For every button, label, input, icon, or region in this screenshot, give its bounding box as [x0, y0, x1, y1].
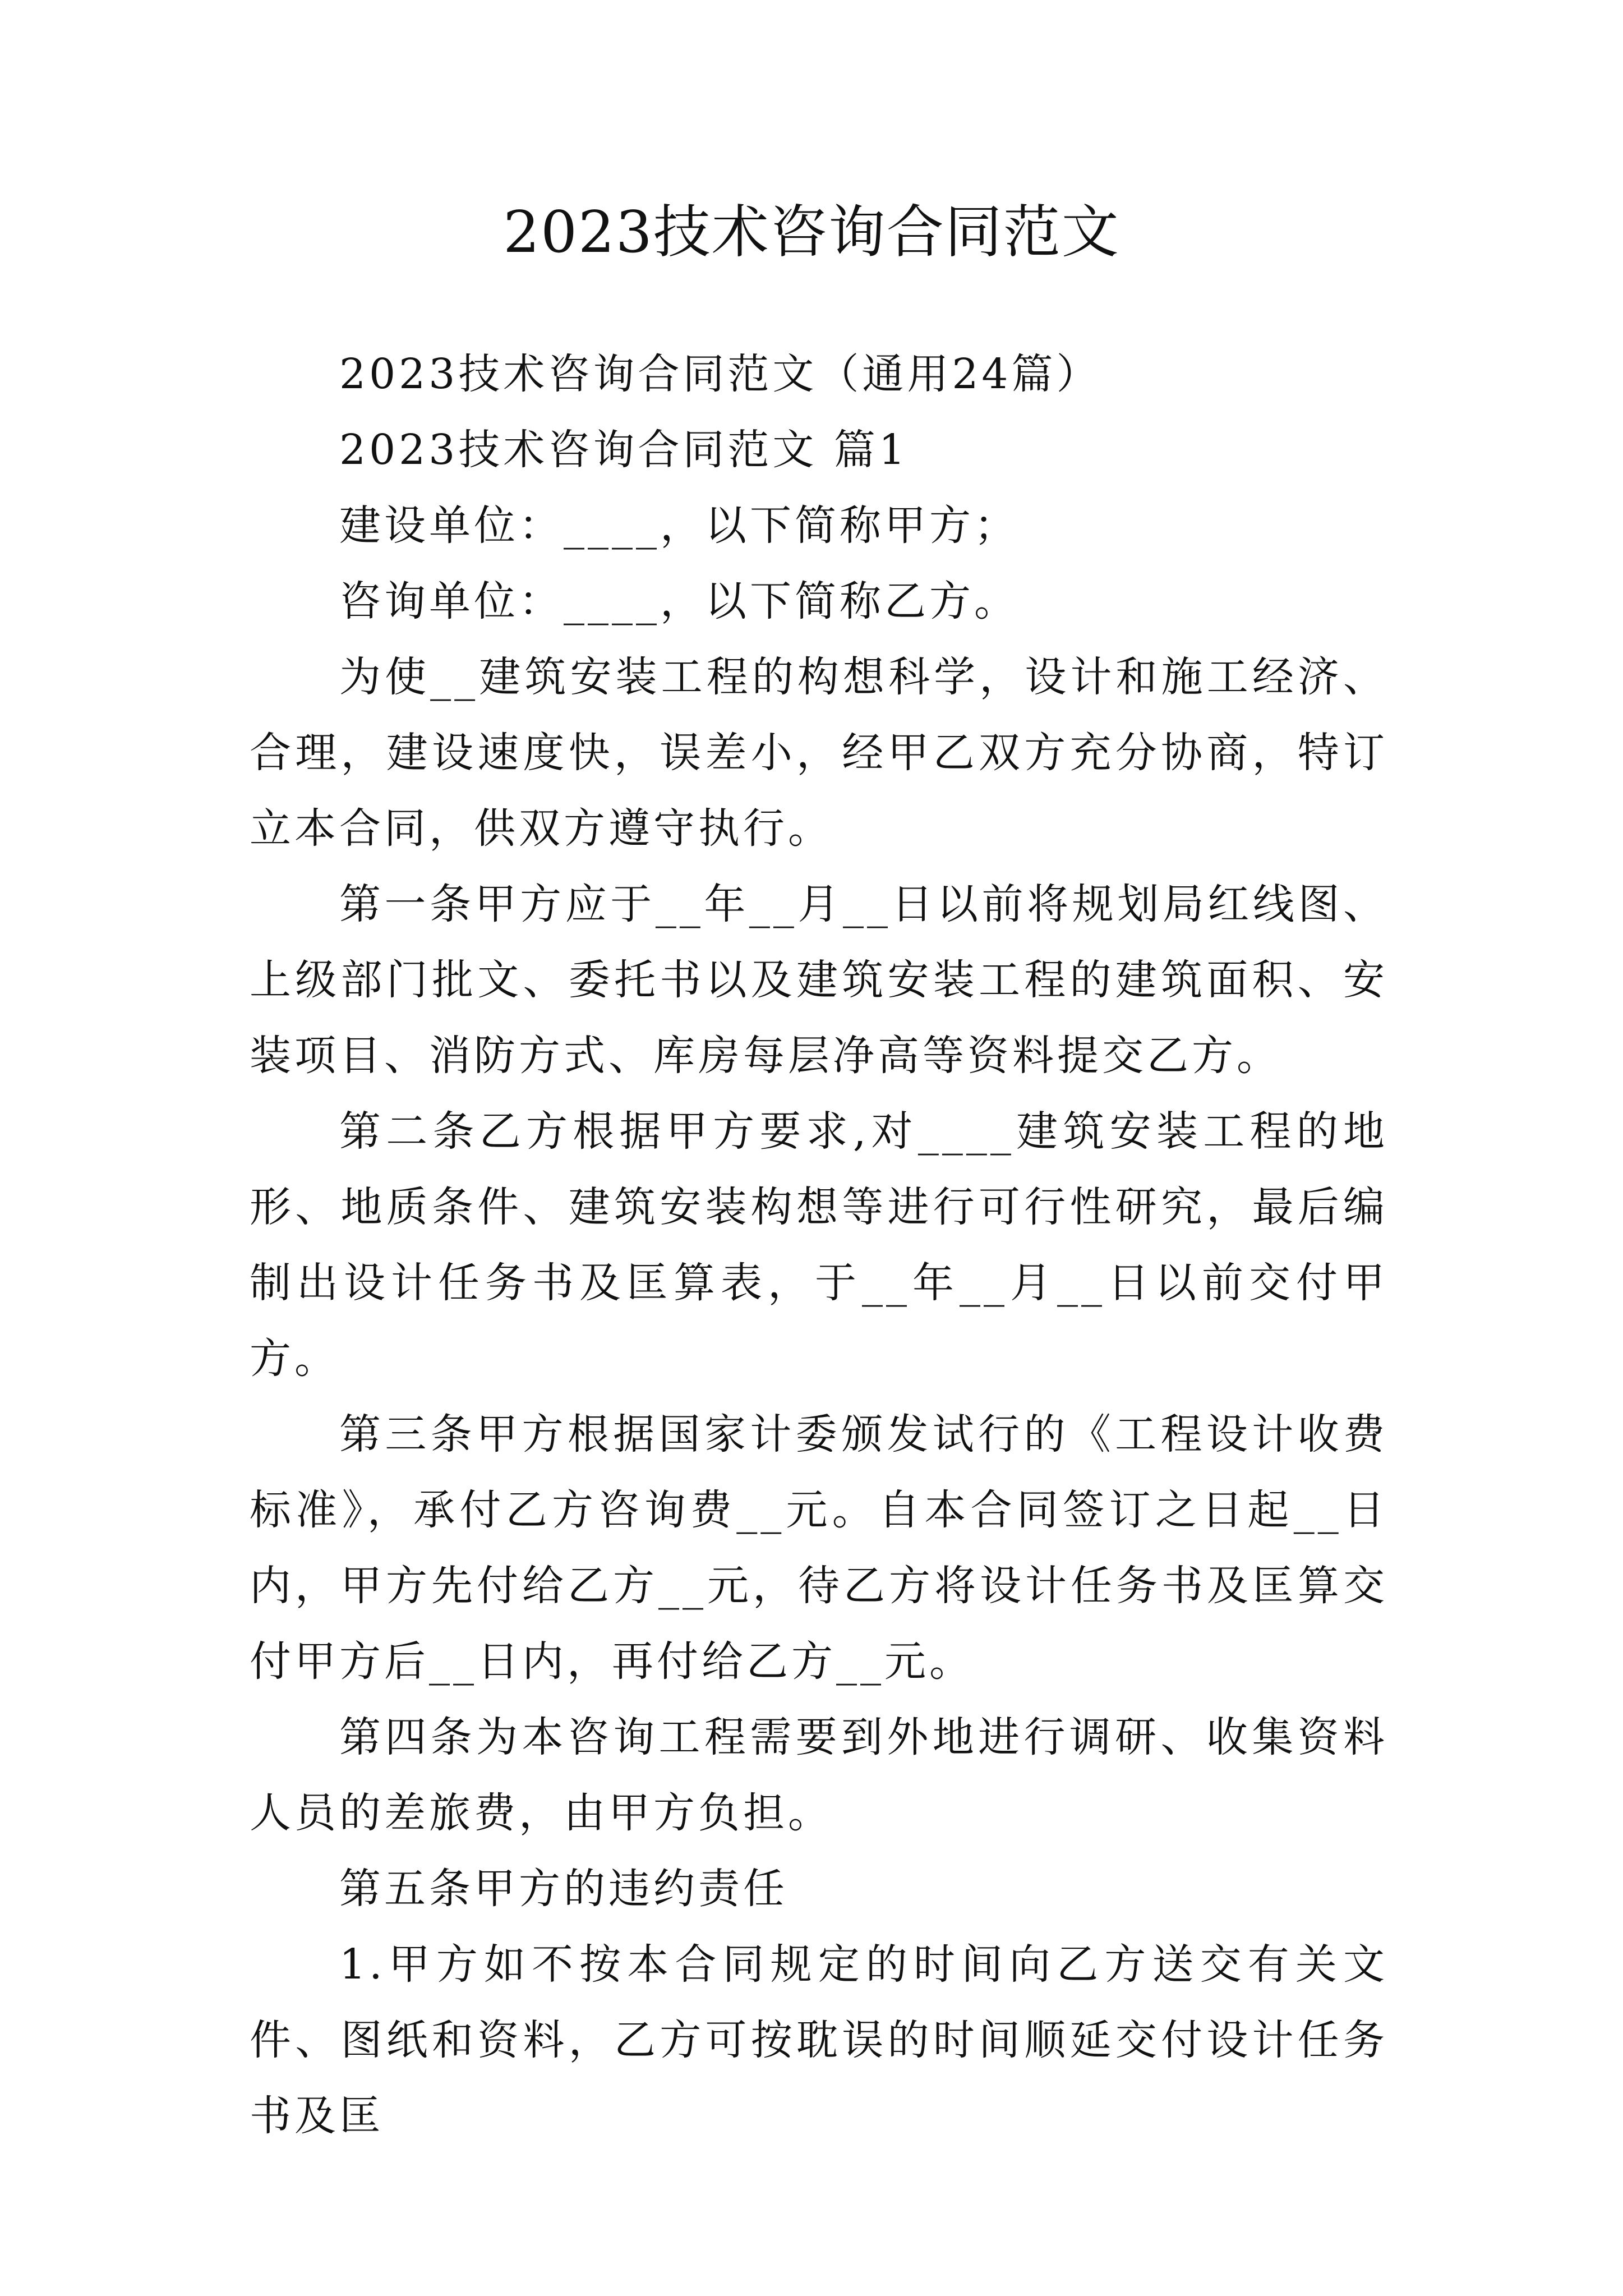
paragraph: 2023技术咨询合同范文（通用24篇） — [339, 350, 1101, 398]
paragraph: 2023技术咨询合同范文 篇1 — [339, 426, 909, 474]
paragraph: 第五条甲方的违约责任 — [339, 1865, 788, 1913]
paragraph: 第三条甲方根据国家计委颁发试行的《工程设计收费标准》，承付乙方咨询费__元。自本合同签订之日起__日内，甲方先付给乙方__元，待乙方将设计任务书及匡算交付甲方后__日内，再付给乙方__元。 — [250, 1410, 1388, 1686]
paragraph: 为使__建筑安装工程的构想科学，设计和施工经济、合理，建设速度快，误差小，经甲乙双方充分协商，特订立本合同，供双方遵守执行。 — [250, 653, 1388, 853]
paragraph: 第四条为本咨询工程需要到外地进行调研、收集资料人员的差旅费，由甲方负担。 — [250, 1713, 1388, 1837]
document-title: 2023技术咨询合同范文 — [503, 199, 1120, 266]
paragraph: 1.甲方如不按本合同规定的时间向乙方送交有关文件、图纸和资料，乙方可按耽误的时间顺延交付设计任务书及匡 — [250, 1940, 1388, 2140]
paragraph: 第一条甲方应于__年__月__日以前将规划局红线图、上级部门批文、委托书以及建筑安装工程的建筑面积、安装项目、消防方式、库房每层净高等资料提交乙方。 — [250, 880, 1388, 1080]
paragraph: 咨询单位：____，以下简称乙方。 — [339, 577, 1019, 625]
paragraph: 建设单位：____，以下简称甲方； — [339, 501, 1019, 550]
paragraph: 第二条乙方根据甲方要求,对____建筑安装工程的地形、地质条件、建筑安装构想等进行可行性研究，最后编制出设计任务书及匡算表，于__年__月__日以前交付甲方。 — [250, 1107, 1388, 1383]
document-body — [250, 337, 1388, 2154]
